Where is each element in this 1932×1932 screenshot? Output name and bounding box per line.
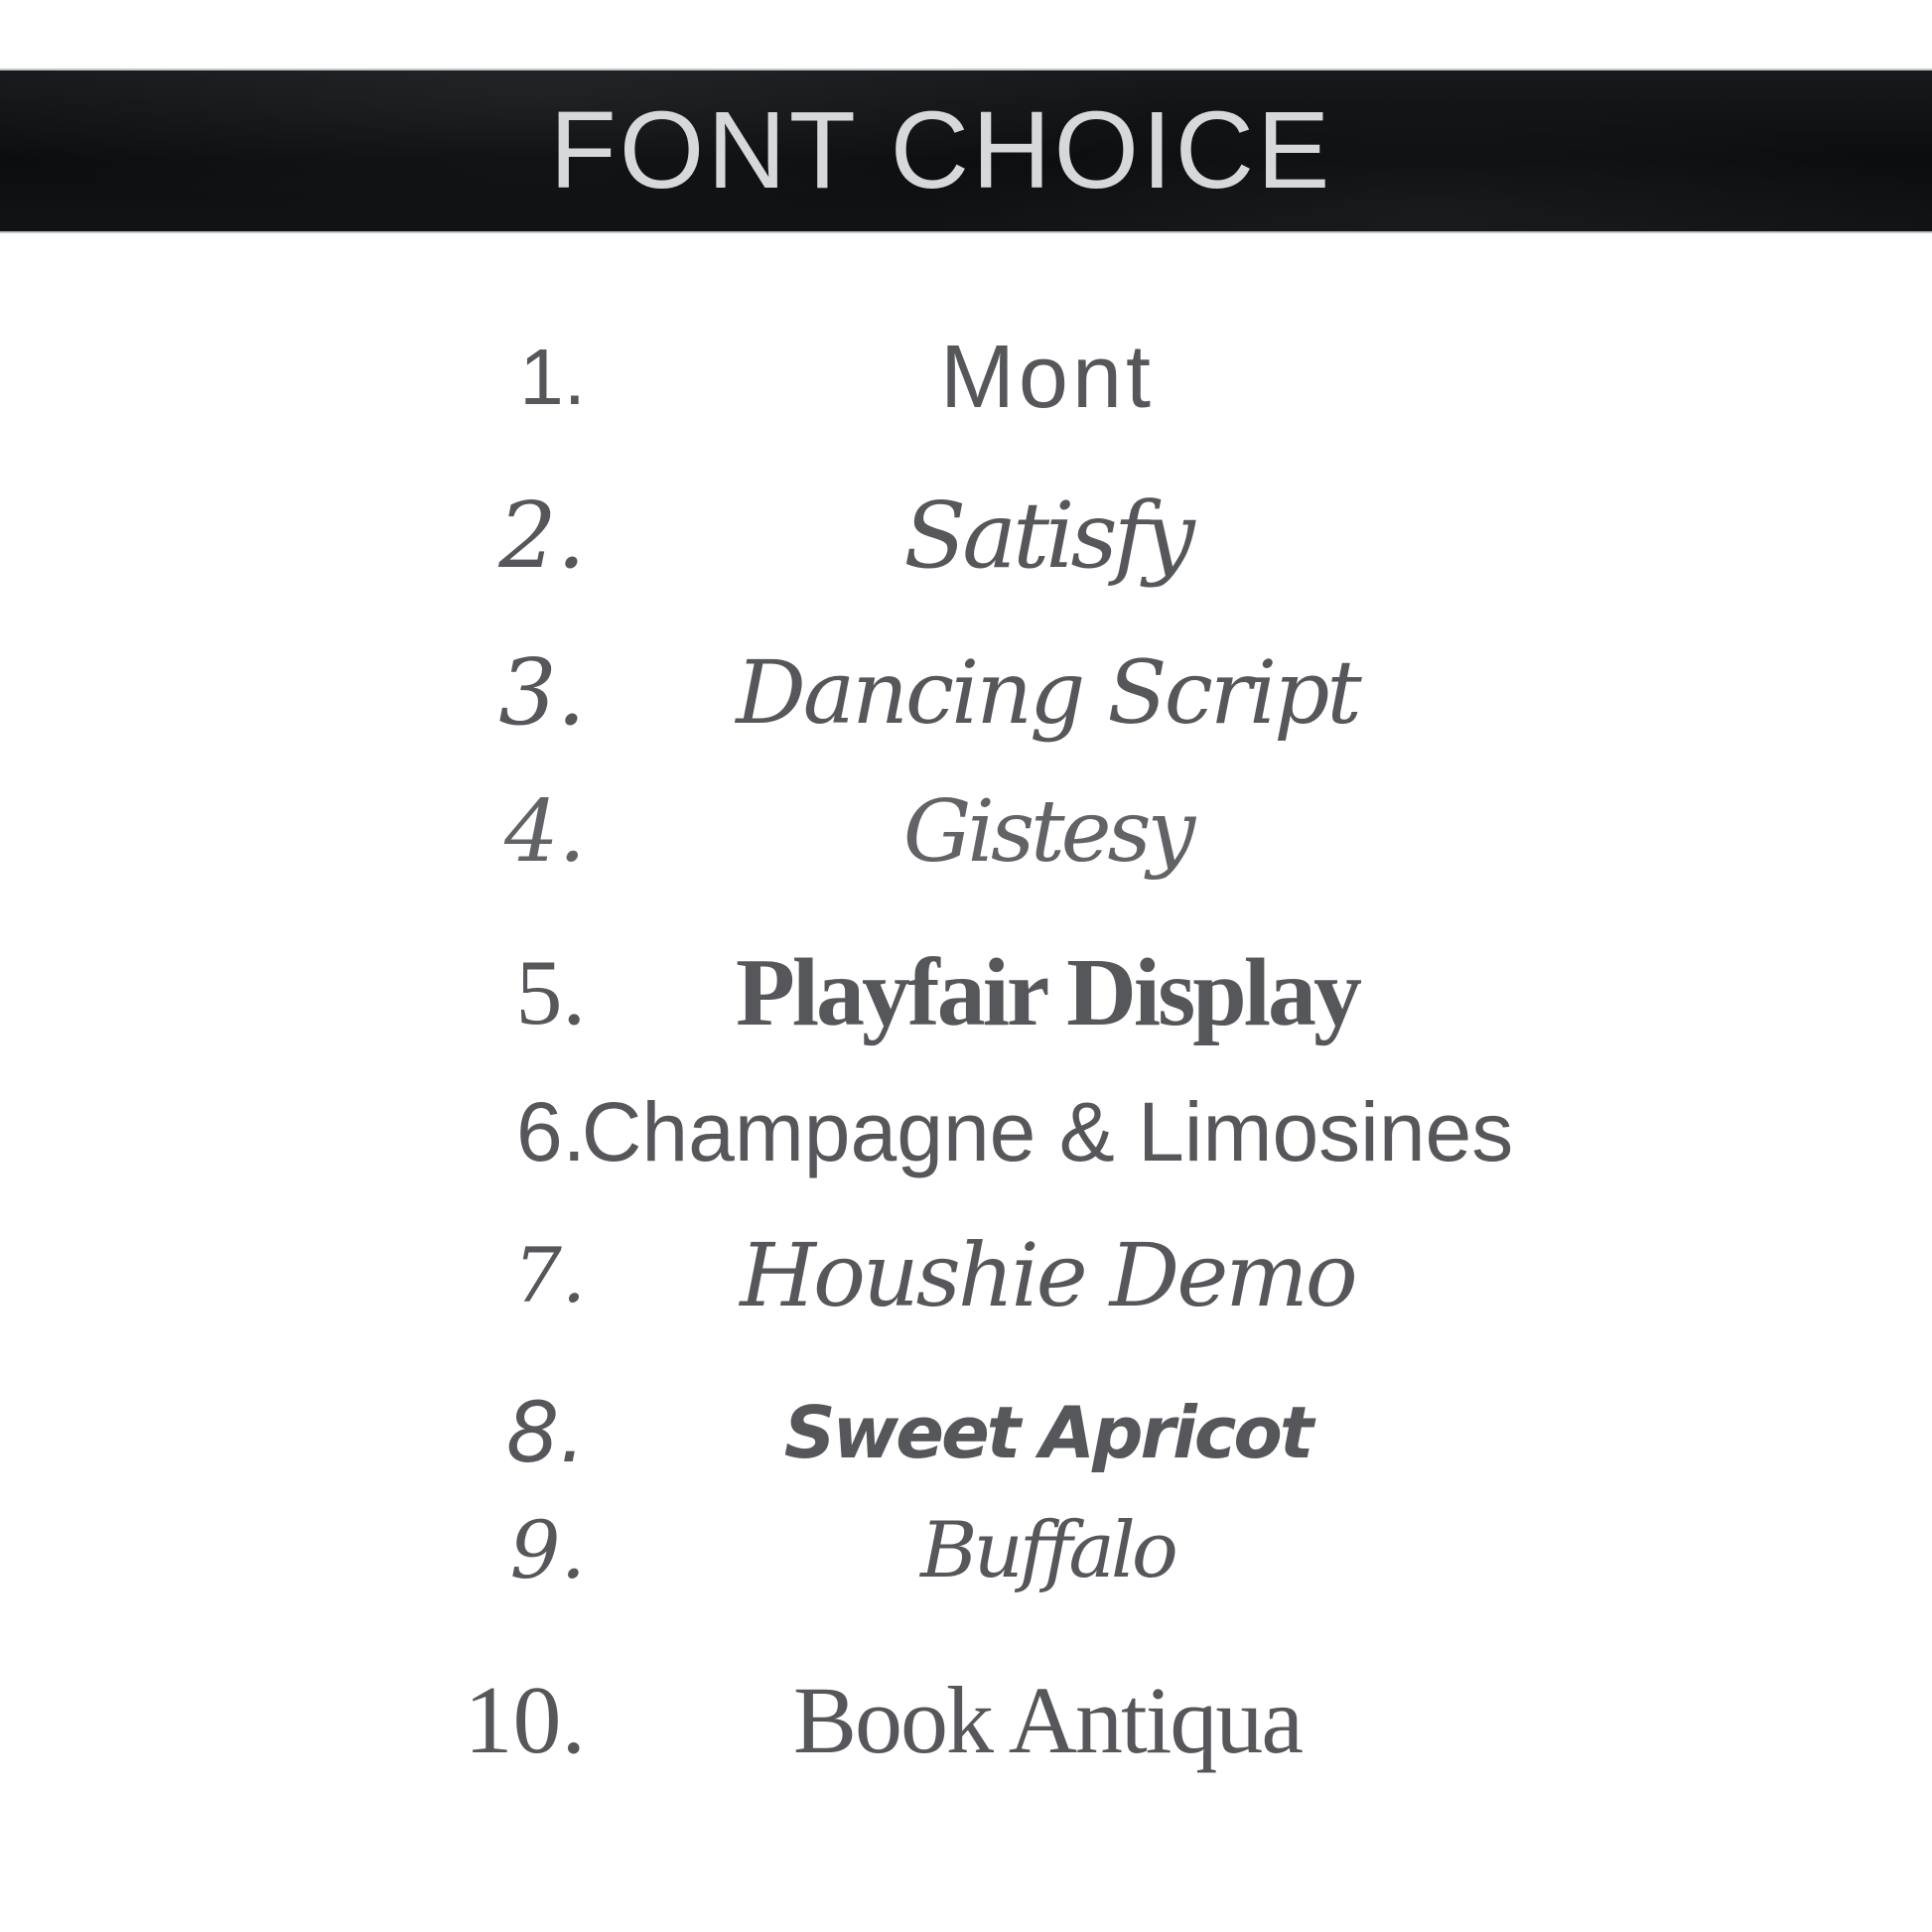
font-list-item [0, 452, 1932, 621]
font-list-item [0, 293, 1932, 462]
font-number: 6. [515, 1085, 586, 1178]
font-number: 3. [498, 639, 586, 746]
font-name: Buffalo [920, 1506, 1174, 1595]
font-number: 2. [498, 483, 586, 589]
font-list-item [0, 1636, 1932, 1805]
font-name: Playfair Display [735, 939, 1360, 1046]
font-number: 8. [505, 1384, 586, 1481]
font-number: 7. [513, 1231, 586, 1319]
font-number: 10. [464, 1667, 586, 1774]
font-name: Champagne & Limosines [581, 1085, 1514, 1178]
font-name: Houshie Demo [740, 1224, 1355, 1326]
page-title: FONT CHOICE [549, 89, 1333, 211]
font-list-item [0, 1191, 1932, 1360]
font-name: Book Antiqua [792, 1667, 1302, 1773]
font-number: 1. [519, 333, 586, 421]
font-number: 9. [509, 1504, 586, 1596]
font-name: Mont [939, 328, 1156, 427]
font-number: 4. [503, 782, 586, 882]
font-number: 5. [515, 941, 586, 1044]
font-name: Dancing Script [736, 641, 1359, 744]
font-list-item [0, 1466, 1932, 1635]
font-name: Satisfy [903, 483, 1191, 589]
font-name: Gistesy [902, 782, 1192, 882]
font-name: Sweet Apricot [783, 1391, 1311, 1474]
font-list-item [0, 748, 1932, 916]
